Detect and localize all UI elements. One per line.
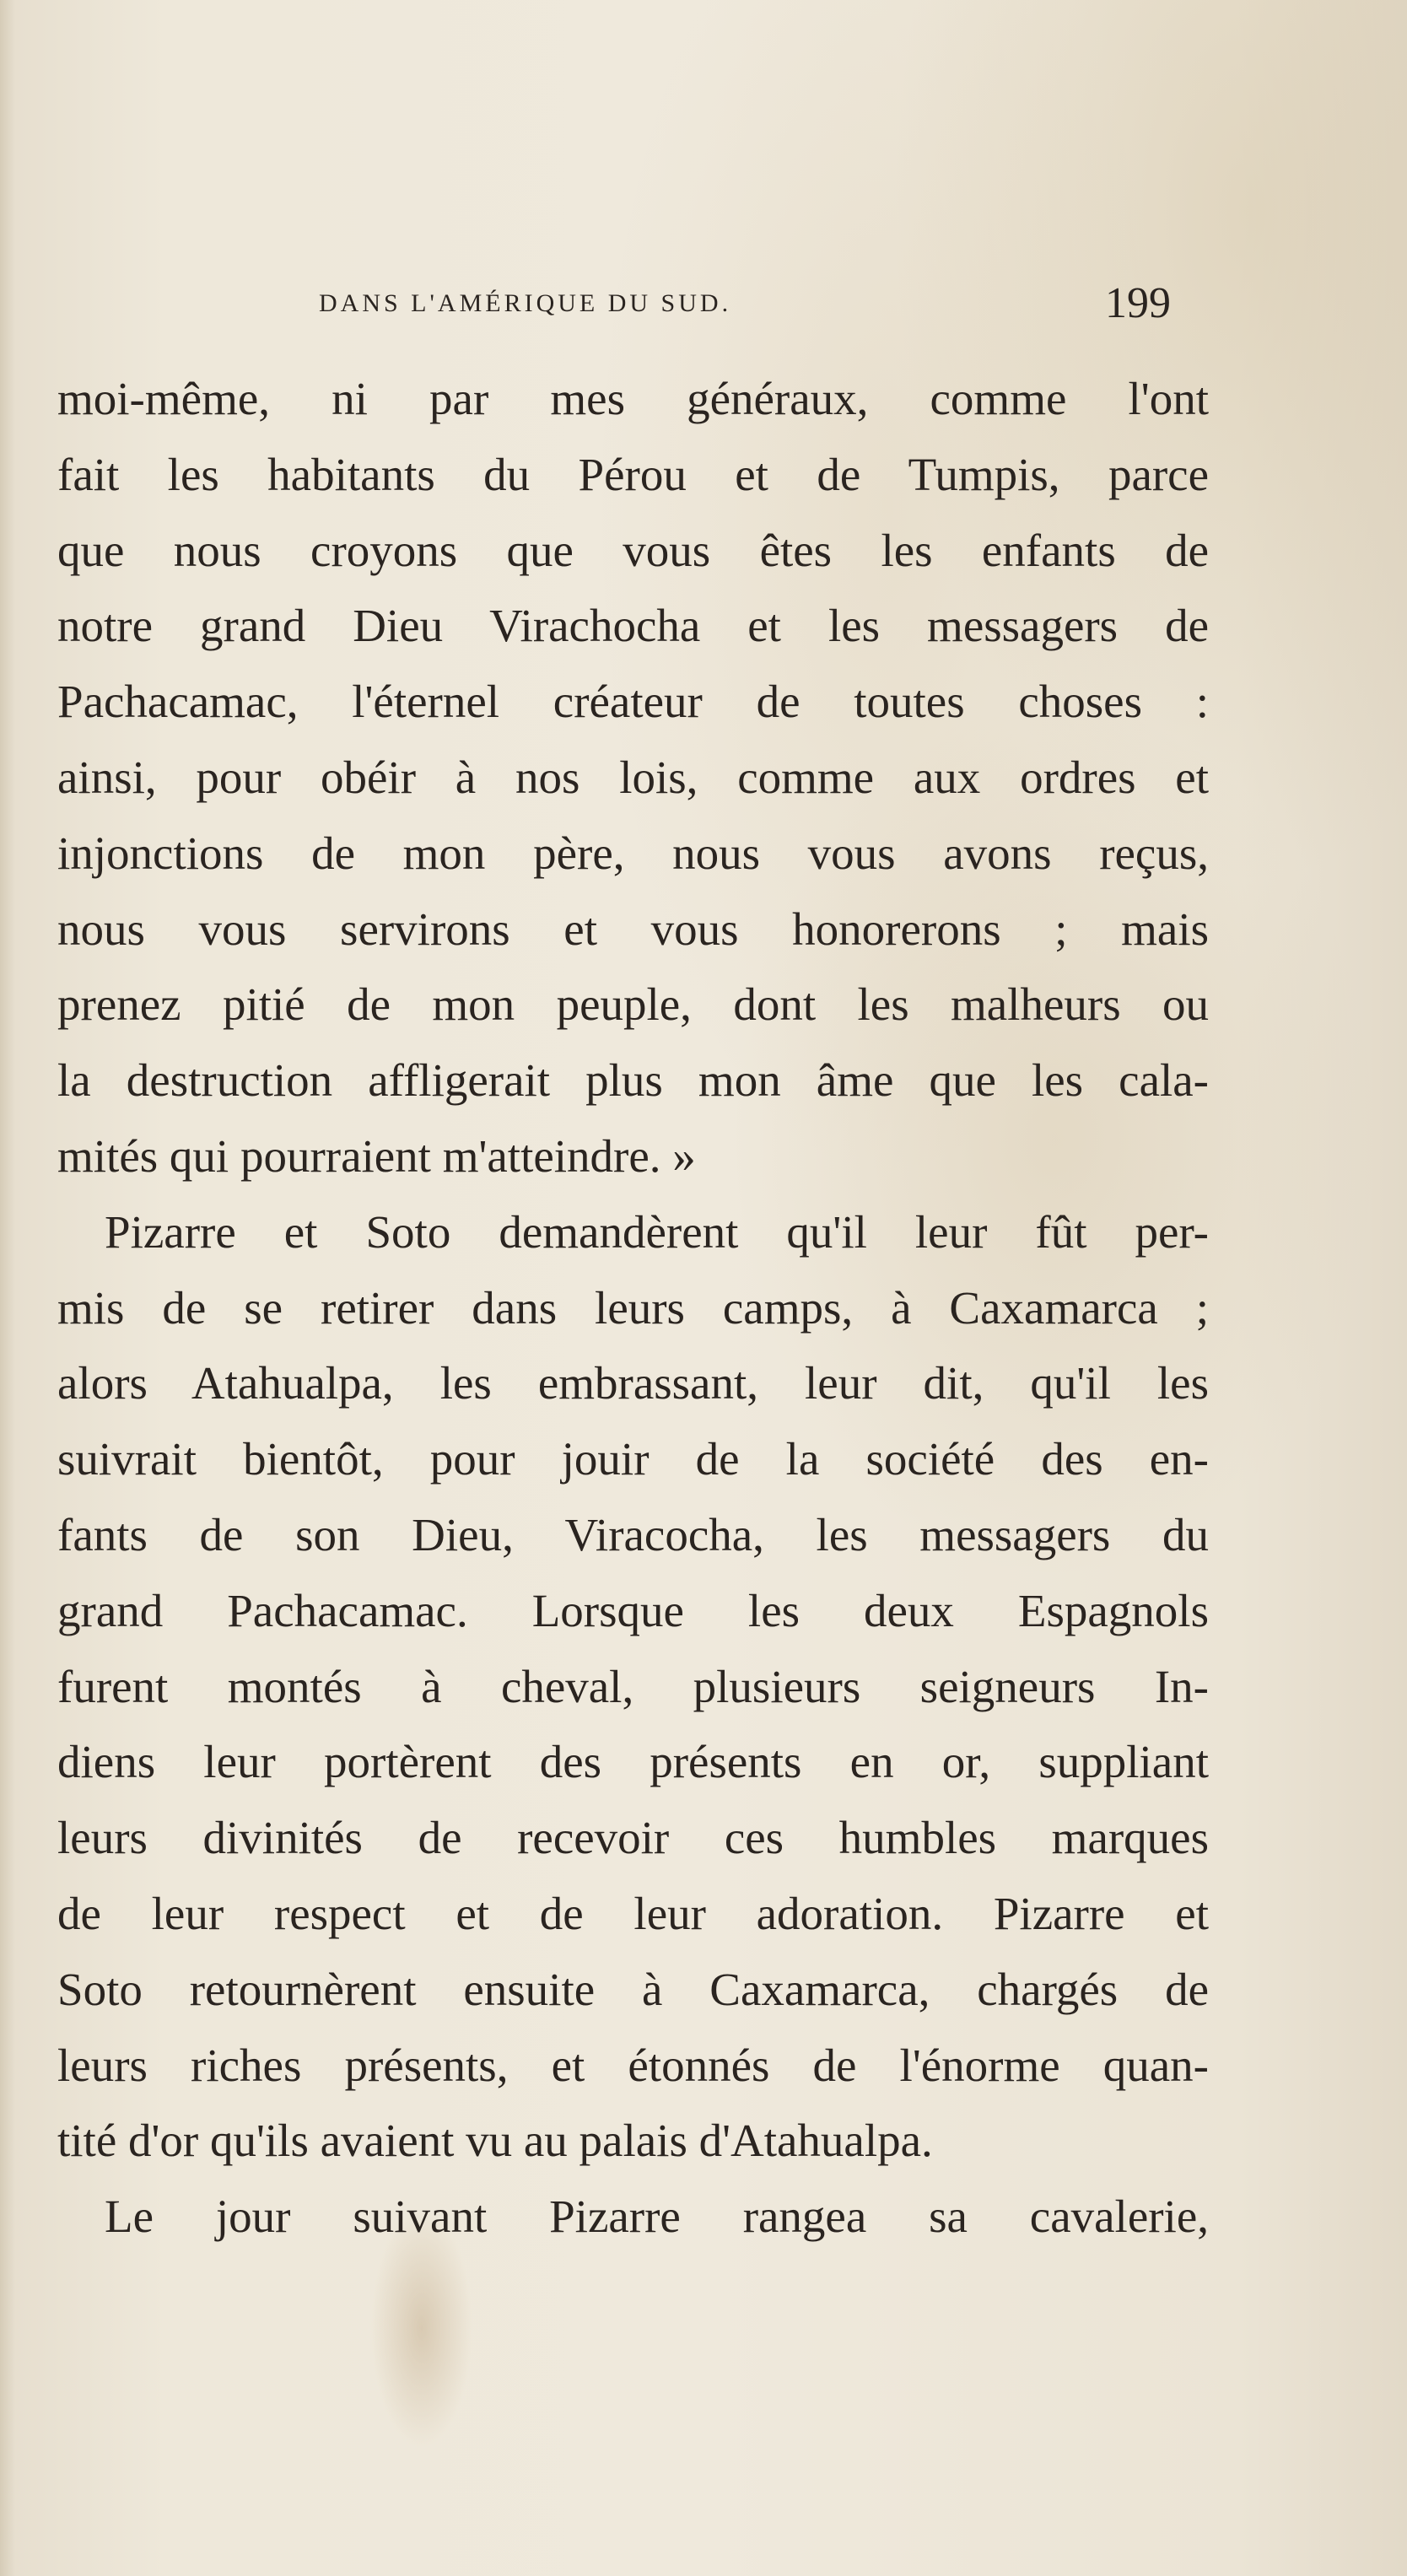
page-number: 199 <box>1105 279 1171 327</box>
text-line: nous vous servirons et vous honorerons ; mais <box>57 903 1209 955</box>
text-line: notre grand Dieu Virachocha et les messagers de <box>57 600 1209 652</box>
text-line: furent montés à cheval, plusieurs seigneurs In- <box>57 1660 1209 1712</box>
text-line: fants de son Dieu, Viracocha, les messagers du <box>57 1508 1209 1560</box>
page-edge-shadow <box>0 0 15 2576</box>
text-line: injonctions de mon père, nous vous avons reçus, <box>57 827 1209 879</box>
text-line: de leur respect et de leur adoration. Pizarre et <box>57 1887 1209 1939</box>
text-line: Pachacamac, l'éternel créateur de toutes choses : <box>57 676 1209 728</box>
text-line: alors Atahualpa, les embrassant, leur dit, qu'il les <box>57 1357 1209 1409</box>
text-line: Soto retournèrent ensuite à Caxamarca, chargés de <box>57 1963 1209 2015</box>
text-line: que nous croyons que vous êtes les enfants de <box>57 524 1209 576</box>
text-line: leurs divinités de recevoir ces humbles marques <box>57 1812 1209 1864</box>
text-line: mités qui pourraient m'atteindre. » <box>57 1129 696 1182</box>
running-title: DANS L'AMÉRIQUE DU SUD. <box>319 289 732 317</box>
page-header <box>0 278 1407 329</box>
text-line: diens leur portèrent des présents en or, suppliant <box>57 1736 1209 1788</box>
text-line: la destruction affligerait plus mon âme que les cala- <box>57 1054 1209 1107</box>
text-line: mis de se retirer dans leurs camps, à Caxamarca ; <box>57 1281 1209 1334</box>
text-line: moi-même, ni par mes généraux, comme l'ont <box>57 373 1209 424</box>
paragraph-first-line: Pizarre et Soto demandèrent qu'il leur fût per- <box>105 1205 1209 1258</box>
text-line: leurs riches présents, et étonnés de l'énorme quan- <box>57 2039 1209 2091</box>
text-line: grand Pachacamac. Lorsque les deux Espagnols <box>57 1584 1209 1636</box>
text-line: tité d'or qu'ils avaient vu au palais d'Atahualpa. <box>57 2115 933 2167</box>
text-line: ainsi, pour obéir à nos lois, comme aux ordres et <box>57 751 1209 803</box>
paragraph-first-line: Le jour suivant Pizarre rangea sa cavalerie, <box>105 2191 1209 2243</box>
text-line: fait les habitants du Pérou et de Tumpis, parce <box>57 448 1209 500</box>
text-line: suivrait bientôt, pour jouir de la société des en- <box>57 1433 1209 1485</box>
text-line: prenez pitié de mon peuple, dont les malheurs ou <box>57 978 1209 1031</box>
body-text <box>57 361 1209 2255</box>
